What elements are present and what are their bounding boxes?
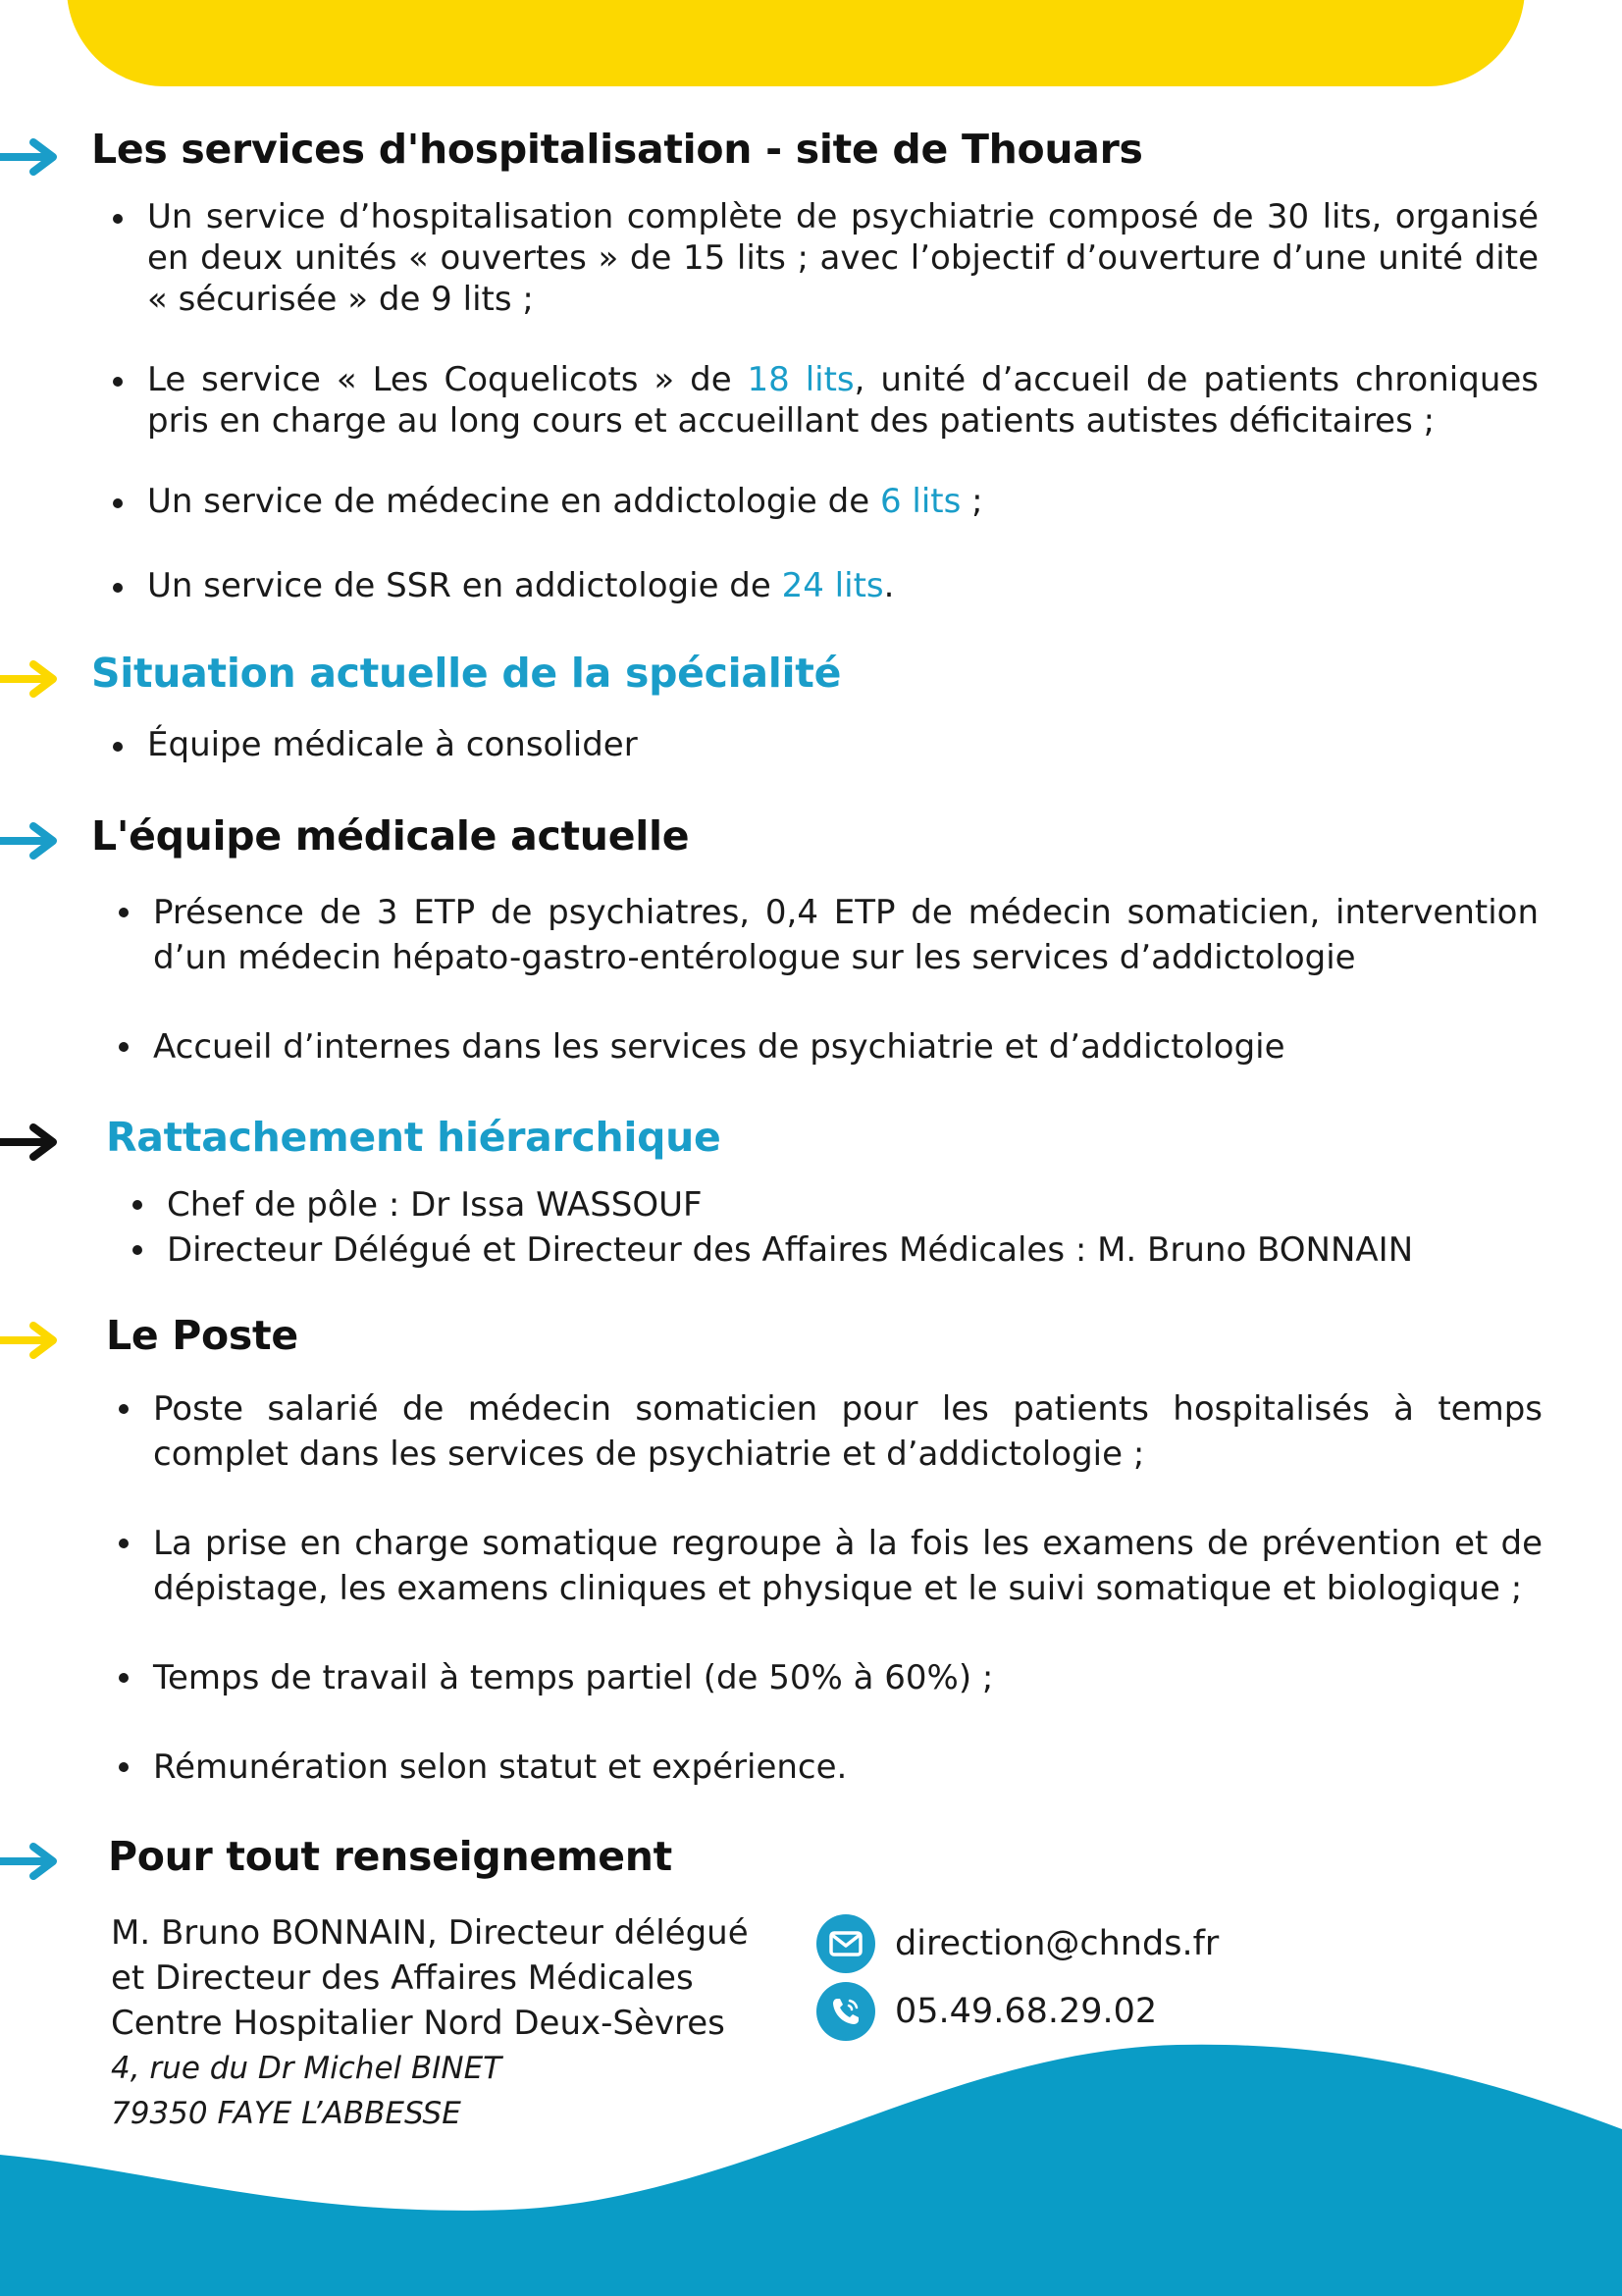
section-title-situation: Situation actuelle de la spécialité	[91, 650, 842, 697]
bottom-wave-decoration	[0, 2021, 1622, 2296]
list-item: Équipe médicale à consolider	[108, 724, 1539, 765]
list-item: Le service « Les Coquelicots » de 18 lits, unité d’accueil de patients chroniques pris en charge au long cours et accueillant des patients autistes déficitaires ;	[108, 359, 1539, 442]
section-title-contact: Pour tout renseignement	[108, 1833, 672, 1880]
list-item: Chef de pôle : Dr Issa WASSOUF	[128, 1182, 1539, 1227]
list-item: Directeur Délégué et Directeur des Affaires Médicales : M. Bruno BONNAIN	[128, 1227, 1539, 1273]
contact-line: Centre Hospitalier Nord Deux-Sèvres	[111, 2004, 725, 2043]
list-item: Poste salarié de médecin somaticien pour les patients hospitalisés à temps complet dans les services de psychiatrie et d’addictologie ;	[114, 1386, 1543, 1477]
lits-count: 24 lits	[781, 566, 884, 605]
list-item: Un service d’hospitalisation complète de psychiatrie composé de 30 lits, organisé en deux unités « ouvertes » de 15 lits ; avec l’objectif d’ouverture d’une unité dite « sécurisée » de 9 lits ;	[108, 196, 1539, 320]
email-contact	[816, 1914, 1219, 1973]
section-title-poste: Le Poste	[106, 1312, 298, 1359]
arrow-right-icon	[0, 821, 63, 861]
list-item: Présence de 3 ETP de psychiatres, 0,4 ETP de médecin somaticien, intervention d’un médecin hépato-gastro-entérologue sur les services d’addictologie	[114, 890, 1539, 980]
rattachement-list	[128, 1182, 1539, 1273]
phone-number[interactable]: 05.49.68.29.02	[895, 1992, 1158, 2031]
email-link[interactable]: direction@chnds.fr	[895, 1924, 1220, 1963]
list-item: Un service de SSR en addictologie de 24 lits.	[108, 565, 1539, 606]
equipe-list	[114, 890, 1539, 1070]
contact-line: M. Bruno BONNAIN, Directeur délégué	[111, 1913, 749, 1953]
section-title-hospitalisation: Les services d'hospitalisation - site de Thouars	[91, 126, 1143, 173]
list-item: La prise en charge somatique regroupe à la fois les examens de prévention et de dépistage, les examens cliniques et physique et le suivi somatique et biologique ;	[114, 1521, 1543, 1611]
address-street: 4, rue du Dr Michel BINET	[111, 2051, 502, 2086]
mail-icon	[816, 1914, 875, 1973]
section-title-equipe: L'équipe médicale actuelle	[91, 812, 690, 860]
contact-line: et Directeur des Affaires Médicales	[111, 1958, 694, 1998]
arrow-right-icon	[0, 137, 63, 177]
situation-list	[108, 724, 1539, 765]
top-yellow-banner	[67, 0, 1525, 86]
hospitalisation-list	[108, 196, 1539, 606]
arrow-right-icon	[0, 1122, 63, 1162]
arrow-right-icon	[0, 659, 63, 699]
list-item: Temps de travail à temps partiel (de 50% à 60%) ;	[114, 1655, 1543, 1700]
arrow-right-icon	[0, 1842, 63, 1881]
address-city: 79350 FAYE L’ABBESSE	[111, 2096, 461, 2131]
poste-list	[114, 1386, 1543, 1790]
list-item: Un service de médecine en addictologie de 6 lits ;	[108, 481, 1539, 522]
list-item: Accueil d’internes dans les services de psychiatrie et d’addictologie	[114, 1024, 1539, 1070]
section-title-rattachement: Rattachement hiérarchique	[106, 1114, 721, 1161]
list-item: Rémunération selon statut et expérience.	[114, 1745, 1543, 1790]
lits-count: 6 lits	[879, 482, 962, 521]
lits-count: 18 lits	[747, 360, 855, 399]
arrow-right-icon	[0, 1321, 63, 1360]
